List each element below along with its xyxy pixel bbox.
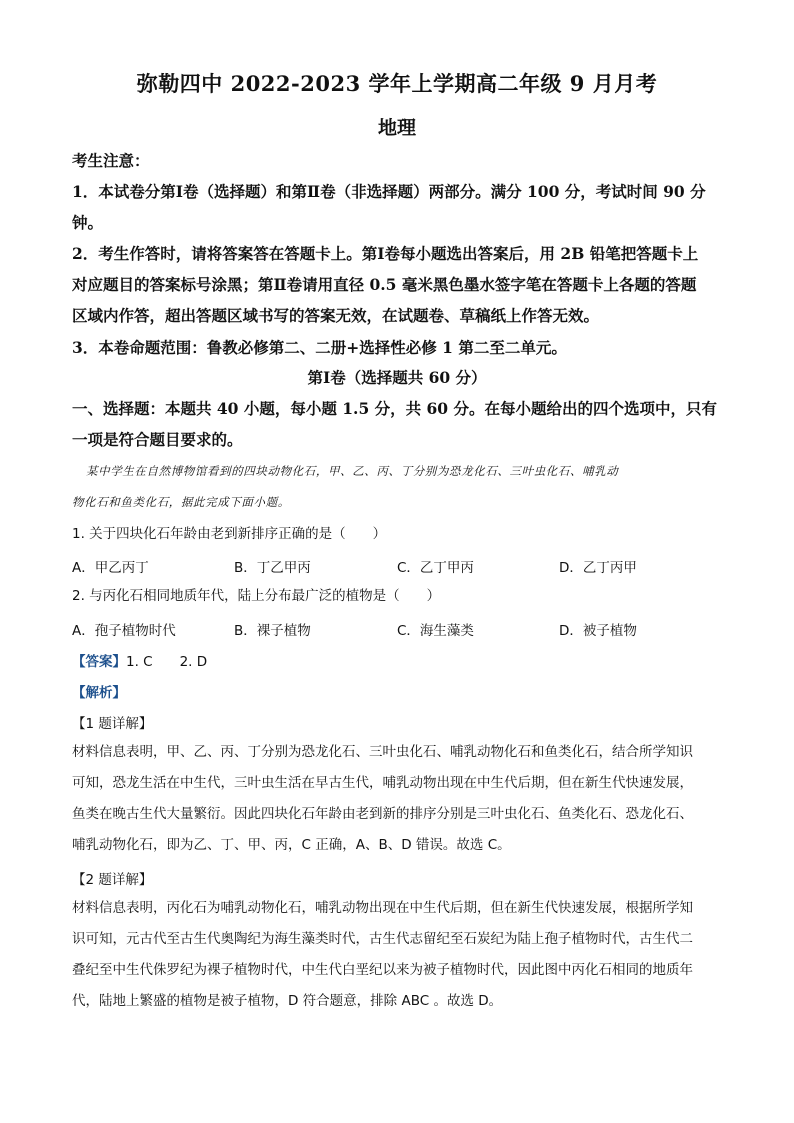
q1-analysis-label: 【1 题详解】 (72, 716, 153, 732)
q2-analysis-label: 【2 题详解】 (72, 872, 153, 888)
analysis-label: 【解析】 (72, 685, 126, 701)
analysis-label-line (72, 681, 126, 701)
question-2-option-b: B．裸子植物 (234, 623, 311, 639)
q1-analysis-line: 鱼类在晚古生代大量繁衍。因此四块化石年龄由老到新的排序分别是三叶虫化石、鱼类化石、恐龙化石、 (72, 806, 693, 822)
notice-line-2: 钟。 (72, 213, 104, 232)
notice-line-5: 区域内作答，超出答题区域书写的答案无效，在试题卷、草稿纸上作答无效。 (72, 306, 600, 325)
q2-analysis-paragraph (72, 893, 722, 1017)
q2-analysis-line: 材料信息表明，丙化石为哺乳动物化石，哺乳动物出现在中生代后期，但在新生代快速发展，根据所学知 (72, 900, 693, 916)
question-1-option-c: C．乙丁甲丙 (397, 560, 474, 576)
answer-line (72, 650, 207, 670)
section-intro-line-2: 一项是符合题目要求的。 (72, 430, 243, 449)
question-2-option-a: A．孢子植物时代 (72, 623, 176, 639)
section-title: 第Ⅰ卷（选择题共 60 分） (307, 368, 487, 387)
notice-line-1: 1．本试卷分第Ⅰ卷（选择题）和第Ⅱ卷（非选择题）两部分。满分 100 分，考试时间 90 分 (72, 182, 706, 201)
q1-analysis-line: 可知，恐龙生活在中生代，三叶虫生活在早古生代，哺乳动物出现在中生代后期，但在新生代快速发展， (72, 775, 693, 791)
question-1-option-d: D．乙丁丙甲 (559, 560, 637, 576)
question-2-stem: 2. 与丙化石相同地质年代，陆上分布最广泛的植物是（ ） (72, 588, 441, 604)
material-line-1: 某中学生在自然博物馆看到的四块动物化石，甲、乙、丙、丁分别为恐龙化石、三叶虫化石、哺乳动 (86, 464, 619, 478)
question-1-option-b: B．丁乙甲丙 (234, 560, 311, 576)
q1-analysis-line: 材料信息表明，甲、乙、丙、丁分别为恐龙化石、三叶虫化石、哺乳动物化石和鱼类化石，结合所学知识 (72, 744, 693, 760)
notice-line-3: 2．考生作答时，请将答案答在答题卡上。第Ⅰ卷每小题选出答案后，用 2B 铅笔把答题卡上 (72, 244, 699, 263)
question-1-option-a: A．甲乙丙丁 (72, 560, 149, 576)
q1-analysis-paragraph (72, 737, 722, 861)
notice-line-4: 对应题目的答案标号涂黑；第Ⅱ卷请用直径 0.5 毫米黑色墨水签字笔在答题卡上各题的答题 (72, 275, 697, 294)
q1-analysis-line: 哺乳动物化石，即为乙、丁、甲、丙，C 正确，A、B、D 错误。故选 C。 (72, 837, 511, 853)
material-line-2: 物化石和鱼类化石，据此完成下面小题。 (72, 495, 290, 509)
section-intro-line-1: 一、选择题：本题共 40 小题，每小题 1.5 分，共 60 分。在每小题给出的四个选项中，只有 (72, 399, 717, 418)
answer-label: 【答案】 (72, 654, 126, 670)
answer-values: 1. C 2. D (126, 654, 208, 670)
notice-line-6: 3．本卷命题范围：鲁教必修第二、二册+选择性必修 1 第二至二单元。 (72, 338, 567, 357)
q2-analysis-line: 识可知，元古代至古生代奥陶纪为海生藻类时代，古生代志留纪至石炭纪为陆上孢子植物时代，古生代二 (72, 931, 693, 947)
exam-title: 弥勒四中 2022-2023 学年上学期高二年级 9 月月考 (136, 71, 658, 96)
question-2-option-d: D．被子植物 (559, 623, 637, 639)
notice-heading: 考生注意： (72, 151, 150, 170)
subject-title: 地理 (377, 117, 416, 139)
question-2-option-c: C．海生藻类 (397, 623, 474, 639)
q2-analysis-line: 叠纪至中生代侏罗纪为裸子植物时代，中生代白垩纪以来为被子植物时代，因此图中丙化石相同的地质年 (72, 962, 693, 978)
question-1-stem: 1. 关于四块化石年龄由老到新排序正确的是（ ） (72, 526, 387, 542)
q2-analysis-line: 代，陆地上繁盛的植物是被子植物，D 符合题意，排除 ABC 。故选 D。 (72, 993, 503, 1009)
